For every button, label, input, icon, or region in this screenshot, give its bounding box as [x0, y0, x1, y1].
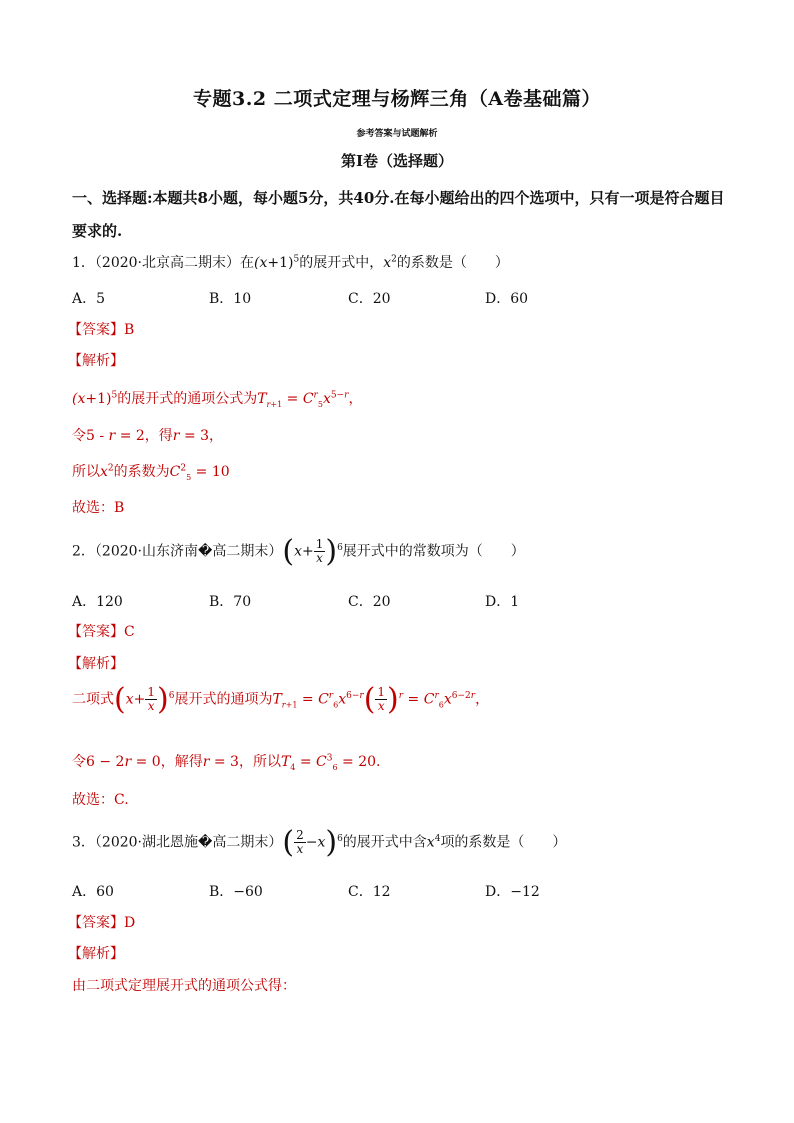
q2-analysis-line-1: 二项式(x+ $\frac{1}{x}$ )$^6$展开式的通项为$T_{r+1} = C^r_6x^{6-r}$( $\frac{1}{x}$ )$^r = C^r_6x^{6-2r}$，	[72, 682, 490, 717]
question-1-stem: 1．（2020·北京高二期末）在$(x+1)^5$的展开式中，$x^2$的系数是（ ）	[72, 254, 509, 271]
q2-option-a: A．120	[72, 594, 123, 610]
q1-answer: 【答案】B	[68, 322, 135, 338]
q1-analysis-line-4: 故选：B	[72, 500, 125, 516]
q1-option-b: B．10	[209, 291, 252, 307]
q2-option-d: D．1	[485, 594, 520, 610]
q3-option-b: B．−60	[209, 884, 263, 900]
q2-answer: 【答案】C	[68, 624, 135, 640]
q3-analysis-line-1: 由二项式定理展开式的通项公式得：	[72, 978, 296, 994]
q2-analysis-line-3: 故选：C.	[72, 792, 129, 808]
q3-option-a: A．60	[72, 884, 114, 900]
q3-analysis-label: 【解析】	[68, 946, 124, 962]
q2-option-b: B．70	[209, 594, 252, 610]
q3-option-c: C．12	[348, 884, 391, 900]
question-3-stem: 3．（2020·湖北恩施�高二期末）( $\frac{2}{x}$ −x)$^6$的展开式中含$x^4$项的系数是（ ）	[72, 825, 567, 860]
q2-analysis-label: 【解析】	[68, 656, 124, 672]
q1-option-d: D．60	[485, 291, 529, 307]
q2-analysis-line-2: 令6 − 2r = 0，解得r = 3，所以$T_4 = C^3_6 = 20$.	[72, 753, 381, 772]
page-title: 专题3.2 二项式定理与杨辉三角（A卷基础篇）	[193, 88, 601, 110]
instructions: 一、选择题:本题共8小题，每小题5分，共40分.在每小题给出的四个选项中，只有一项是符合题目要求的.	[72, 189, 725, 240]
q1-analysis-line-3: 所以$x^2$的系数为$C^2_5 = 10$	[72, 463, 230, 482]
q1-analysis-line-1: $(x+1)^5$的展开式的通项公式为$T_{r+1} = C^r_5x^{5-r}$，	[72, 390, 363, 409]
q1-option-a: A．5	[72, 291, 106, 307]
q2-option-c: C．20	[348, 594, 391, 610]
q1-analysis-line-2: 令5 - r = 2，得r = 3，	[72, 428, 224, 444]
question-2-stem: 2．（2020·山东济南�高二期末）(x+ $\frac{1}{x}$ )$^6$展开式中的常数项为（ ）	[72, 534, 525, 569]
page-subtitle: 参考答案与试题解析	[356, 129, 438, 139]
section-heading: 第Ⅰ卷（选择题）	[340, 152, 454, 170]
q1-analysis-label: 【解析】	[68, 353, 124, 369]
q3-answer: 【答案】D	[68, 915, 136, 931]
q3-option-d: D．−12	[485, 884, 540, 900]
q1-option-c: C．20	[348, 291, 391, 307]
